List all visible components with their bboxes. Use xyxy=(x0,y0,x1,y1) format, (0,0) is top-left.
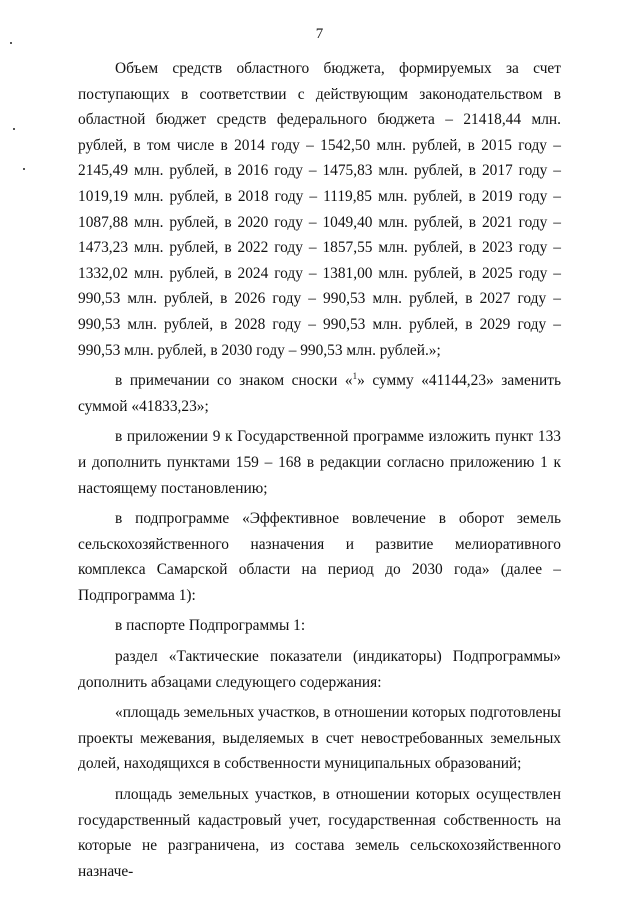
footnote-note-text-before: в примечании со знаком сноски « xyxy=(115,372,353,390)
paragraph-appendix-9: в приложении 9 к Государственной программе изложить пункт 133 и дополнить пунктами 159 – 168 в редакции согласно приложению 1 к настоящему постановлению; xyxy=(78,428,561,497)
paragraph-cadastral-registration: площадь земельных участков, в отношении которых осуществлен государственный кадастровый учет, государственная собственность на которые не разграничена, из состава земель сельскохозяйственного назначе- xyxy=(78,786,561,880)
page-number: 7 xyxy=(315,26,324,42)
footnote-note-text-after: » сумму «41144,23» заменить суммой «41833,23»; xyxy=(78,372,561,415)
paragraph-subprogram-1: в подпрограмме «Эффективное вовлечение в оборот земель сельскохозяйственного назначения и развитие мелиоративного комплекса Самарской области на период до 2030 года» (далее – Подпрограмма 1): xyxy=(78,510,561,604)
paragraph-passport: в паспорте Подпрограммы 1: xyxy=(115,617,306,635)
paragraph-budget-federal: Объем средств областного бюджета, формируемых за счет поступающих в соответствии с действующим законодательством в областной бюджет средств федерального бюджета – 21418,44 млн. рублей, в том числе в 2014 году – 1542,50 млн. рублей, в 2015 году – 2145,49 млн. рублей, в 2016 году – 1475,83 млн. рублей, в 2017 году – 1019,19 млн. рублей, в 2018 году – 1119,85 млн. рублей, в 2019 году – 1087,88 млн. рублей, в 2020 году – 1049,40 млн. рублей, в 2021 году – 1473,23 млн. рублей, в 2022 году – 1857,55 млн. рублей, в 2023 году – 1332,02 млн. рублей, в 2024 году – 1381,00 млн. рублей, в 2025 году – 990,53 млн. рублей, в 2026 году – 990,53 млн. рублей, в 2027 году – 990,53 млн. рублей, в 2028 году – 990,53 млн. рублей, в 2029 году – 990,53 млн. рублей, в 2030 году – 990,53 млн. рублей.»; xyxy=(78,60,561,359)
scan-artifact-mark xyxy=(13,128,15,130)
scan-artifact-mark xyxy=(23,168,25,170)
paragraph-tactical-indicators: раздел «Тактические показатели (индикаторы) Подпрограммы» дополнить абзацами следующего содержания: xyxy=(78,648,561,691)
paragraph-land-survey-projects: «площадь земельных участков, в отношении которых подготовлены проекты межевания, выделяемых в счет невостребованных земельных долей, находящихся в собственности муниципальных образований; xyxy=(78,704,561,773)
footnote-superscript: 1 xyxy=(352,371,358,381)
document-body xyxy=(78,56,561,884)
paragraph-footnote-note xyxy=(78,368,561,419)
